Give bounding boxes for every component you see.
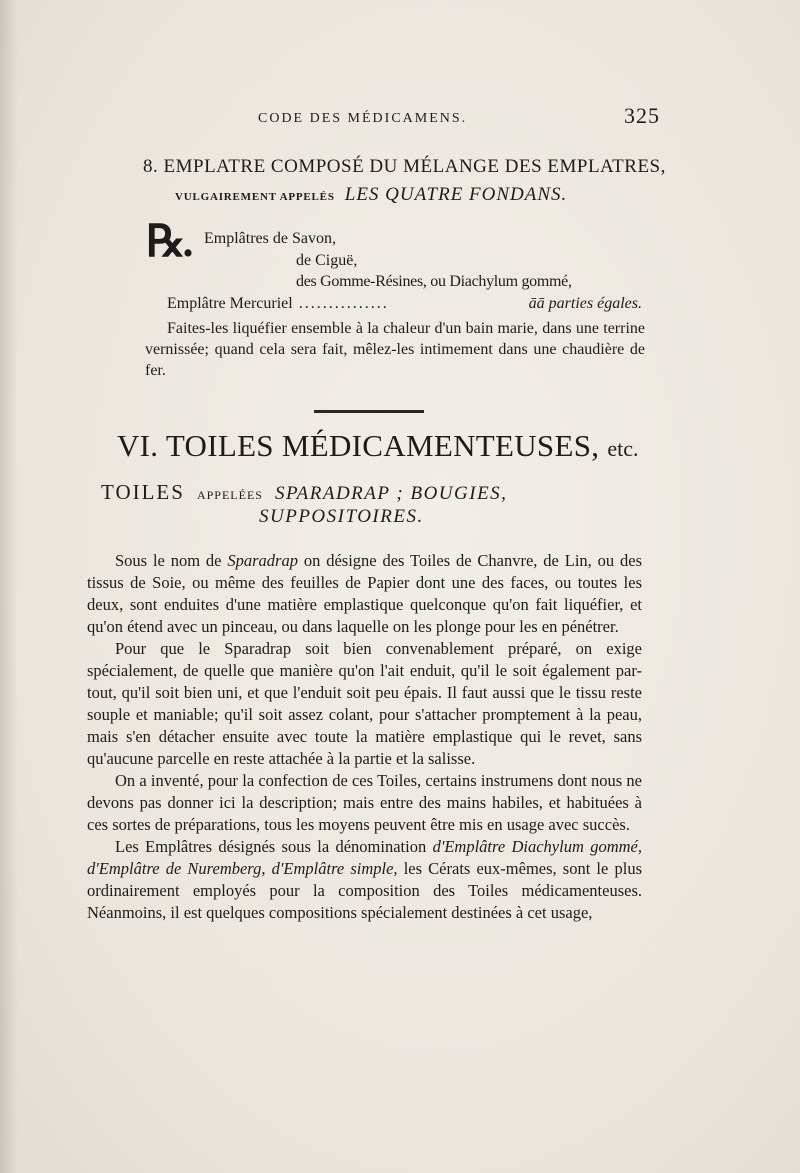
section-6-title xyxy=(117,428,639,464)
paragraph: On a inventé, pour la confection de ces Toiles, certains instrumens dont nous ne devons pas donner ici la description; mais entre des mains habiles, et habituées à ces sortes de préparations, tous les moyens peuvent être mis en usage avec succès. xyxy=(87,771,642,834)
running-title: CODE DES MÉDICAMENS. xyxy=(258,111,468,126)
body-text xyxy=(87,550,642,924)
gutter-shadow xyxy=(0,0,18,1173)
section-divider xyxy=(314,410,424,413)
toiles-heading-big: TOILES xyxy=(101,480,185,504)
section-6-title-etc: etc. xyxy=(607,436,639,461)
paragraph xyxy=(87,550,642,638)
ingredient-last-line xyxy=(167,295,642,313)
toiles-heading-line2: SUPPOSITOIRES. xyxy=(259,506,424,527)
italic-run: Sparadrap xyxy=(227,551,298,570)
page-header xyxy=(120,103,660,133)
text-run: Sous le nom de xyxy=(115,551,228,570)
ingredient-quantity: āā parties égales. xyxy=(528,295,642,312)
ingredient-line: des Gomme-Résines, ou Diachylum gommé, xyxy=(296,273,572,290)
text-run: Les Emplâtres désignés sous la dénomination xyxy=(115,837,433,856)
page-number: 325 xyxy=(624,103,660,128)
paragraph: Pour que le Sparadrap soit bien convenablement préparé, on exige spécialement, de quelle que manière qu'on l'ait enduit, qu'il le soit également par-tout, qu'il soit bien uni, et que l'enduit soit peu épais. Il faut aussi que le tissu reste souple et maniable; qu'il soit assez colant, pour s'attacher promptement à la peau, mais s'en détacher ensuite avec toute la matière emplastique qui le revet, sans qu'aucune parcelle en reste attachée à la partie et la salisse. xyxy=(87,639,642,768)
dot-leader: ............... xyxy=(298,295,389,312)
section-8-title: 8. EMPLATRE COMPOSÉ DU MÉLANGE DES EMPLATRES, xyxy=(143,156,666,177)
paragraph xyxy=(87,836,642,924)
text-run: les Cérats eux-mêmes, sont le plus ordinairement employés pour la composition des Toiles médicamenteuses. Néanmoins, il est quelques compositions spécialement destinées à cet usage, xyxy=(87,859,642,922)
toiles-heading xyxy=(101,480,507,505)
section-8-subtitle xyxy=(175,184,695,206)
section-8-subtitle-italic: LES QUATRE FONDANS. xyxy=(344,184,568,205)
recipe-symbol: ℞. xyxy=(146,217,191,266)
italic-run: d'Emplâtre Diachylum gommé, d'Emplâtre de Nuremberg, d'Emplâtre simple, xyxy=(87,837,642,878)
toiles-heading-small: APPELÉES xyxy=(196,488,263,502)
section-8-subtitle-small: VULGAIREMENT APPELÉS xyxy=(175,191,335,203)
ingredient-line: de Ciguë, xyxy=(296,252,358,269)
toiles-heading-italic: SPARADRAP ; BOUGIES, xyxy=(274,483,508,504)
preparation-instructions: Faites-les liquéfier ensemble à la chaleur d'un bain marie, dans une terrine vernissée; quand cela sera fait, mêlez-les intimement dans une chaudière de fer. xyxy=(145,320,645,379)
section-6-title-text: VI. TOILES MÉDICAMENTEUSES, xyxy=(117,428,600,463)
ingredient-label: Emplâtre Mercuriel xyxy=(167,295,293,312)
text-run: on désigne des Toiles de Chanvre, de Lin, ou des tissus de Soie, ou même des feuilles de Papier dont une des faces, ou toutes les deux, sont enduites d'une matière emplastique quelconque qu'on fait liquéfier, et qu'on étend avec un pinceau, ou dans laquelle on les plonge pour les en pénétrer. xyxy=(87,551,642,636)
ingredient-line: Emplâtres de Savon, xyxy=(204,230,336,247)
